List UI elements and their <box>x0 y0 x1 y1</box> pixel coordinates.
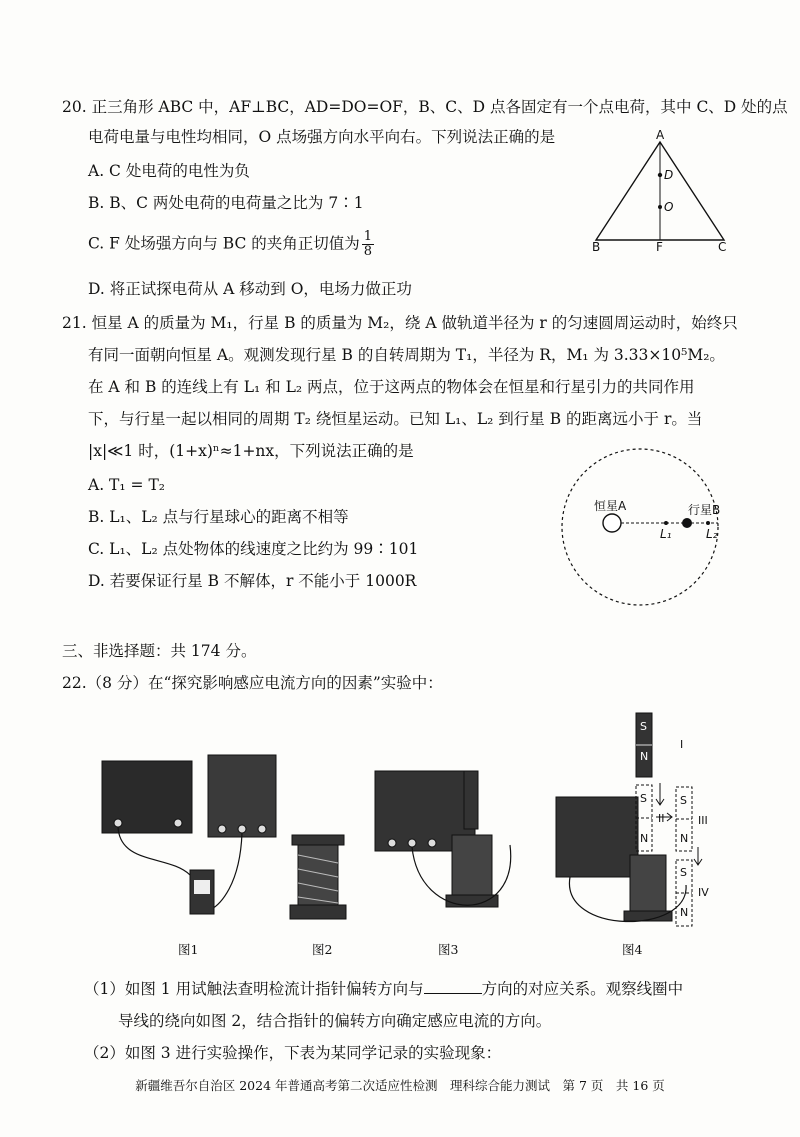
label-f: F <box>656 240 663 254</box>
label-roman-iv: IV <box>698 886 709 899</box>
q22-part1-line2: 导线的绕向如图 2，结合指针的偏转方向确定感应电流的方向。 <box>118 1012 552 1030</box>
label-star-a: 恒星A <box>594 499 627 513</box>
fig3-coil <box>452 835 492 895</box>
magnet-ii-s: S <box>640 792 647 805</box>
fig4-coil <box>630 855 666 911</box>
q21-line-1: 21. 恒星 A 的质量为 M₁，行星 B 的质量为 M₂，绕 A 做轨道半径为 r 的匀速圆周运动时，始终只 <box>62 314 738 332</box>
experiment-figures <box>90 705 730 940</box>
magnet-iv-n: N <box>680 906 689 919</box>
q21-option-a: A. T₁ = T₂ <box>88 476 165 494</box>
q21-option-c: C. L₁、L₂ 点处物体的线速度之比约为 99∶101 <box>88 540 419 558</box>
charge-d <box>658 173 662 177</box>
q20-option-c-text: C. F 处场强方向与 BC 的夹角正切值为 <box>88 234 360 253</box>
q20-option-a: A. C 处电荷的电性为负 <box>88 162 250 180</box>
label-roman-ii: II <box>658 812 665 825</box>
fig3-terminal-2 <box>408 839 416 847</box>
q21-option-d: D. 若要保证行星 B 不解体，r 不能小于 1000R <box>88 572 417 590</box>
fig1-meter-terminal-1 <box>218 825 226 833</box>
triangle-figure <box>580 128 760 258</box>
fig1-battery-label <box>194 880 210 894</box>
fig1-wire-2 <box>210 833 242 910</box>
arrow-down-2 <box>694 847 702 865</box>
fig4-meter <box>556 797 638 877</box>
q20-option-c-fraction <box>362 230 374 259</box>
section-3-heading: 三、非选择题：共 174 分。 <box>62 642 257 660</box>
magnet-iii-s: S <box>680 794 687 807</box>
label-c: C <box>718 240 727 254</box>
caption-fig4: 图4 <box>622 942 643 957</box>
fig2-coil-body <box>298 845 338 905</box>
fraction-denominator: 8 <box>363 244 373 259</box>
caption-fig2: 图2 <box>312 942 333 957</box>
q21-line-5: |x|≪1 时，(1+x)ⁿ≈1+nx，下列说法正确的是 <box>88 442 414 460</box>
q20-option-d: D. 将正试探电荷从 A 移动到 O，电场力做正功 <box>88 280 412 298</box>
q22-part1-text-b: 方向的对应关系。观察线圈中 <box>481 980 684 998</box>
fig3-terminal-1 <box>388 839 396 847</box>
label-d: D <box>664 168 674 182</box>
fig1-meter-terminal-3 <box>258 825 266 833</box>
point-l2 <box>706 521 710 525</box>
magnet-i-n: N <box>640 750 649 763</box>
q22-part1-line1 <box>84 978 683 1000</box>
label-o: O <box>664 200 674 214</box>
label-a: A <box>656 128 665 142</box>
magnet-ii-n: N <box>640 832 649 845</box>
arrow-down-1 <box>656 783 664 805</box>
star-a <box>603 514 621 532</box>
caption-fig1: 图1 <box>178 942 199 957</box>
fig1-terminal-right <box>174 819 182 827</box>
fig2-coil-top <box>292 835 344 845</box>
fig3-magnet <box>464 771 478 829</box>
fig1-terminal-left <box>114 819 122 827</box>
label-l1: L₁ <box>660 527 672 541</box>
q20-option-c <box>88 230 374 259</box>
label-roman-iii: III <box>698 814 708 827</box>
page-footer: 新疆维吾尔自治区 2024 年普通高考第二次适应性检测 理科综合能力测试 第 7 页 共 16 页 <box>135 1078 665 1093</box>
q21-option-b: B. L₁、L₂ 点与行星球心的距离不相等 <box>88 508 349 526</box>
magnet-iii-n: N <box>680 832 689 845</box>
q20-line-2: 电荷电量与电性均相同，O 点场强方向水平向右。下列说法正确的是 <box>88 128 556 146</box>
fig2-coil-base <box>290 905 346 919</box>
q20-option-b: B. B、C 两处电荷的电荷量之比为 7∶1 <box>88 194 364 212</box>
fraction-numerator: 1 <box>363 229 373 244</box>
fig3-terminal-3 <box>428 839 436 847</box>
planet-b <box>682 518 692 528</box>
magnet-i-s: S <box>640 720 647 733</box>
magnet-iv-s: S <box>680 866 687 879</box>
q22-part1-text-a: （1）如图 1 用试触法查明检流计指针偏转方向与 <box>84 980 424 998</box>
point-o <box>658 205 662 209</box>
q22-part2: （2）如图 3 进行实验操作，下表为某同学记录的实验现象： <box>84 1044 502 1062</box>
label-roman-i: I <box>680 738 684 751</box>
q20-line-1: 20. 正三角形 ABC 中，AF⊥BC，AD=DO=OF，B、C、D 点各固定有一个点电荷，其中 C、D 处的点 <box>62 98 788 116</box>
q22-title: 22.（8 分）在“探究影响感应电流方向的因素”实验中： <box>62 674 443 692</box>
label-l2: L₂ <box>706 527 718 541</box>
answer-blank <box>424 979 482 994</box>
q21-line-4: 下，与行星一起以相同的周期 T₂ 绕恒星运动。已知 L₁、L₂ 到行星 B 的距离远小于 r。当 <box>88 410 703 428</box>
point-l1 <box>664 521 668 525</box>
label-b: B <box>592 240 601 254</box>
label-planet-b: 行星B <box>688 503 721 517</box>
orbit-circle <box>562 449 721 605</box>
q21-line-3: 在 A 和 B 的连线上有 L₁ 和 L₂ 两点，位于这两点的物体会在恒星和行星引力的共同作用 <box>88 378 695 396</box>
q21-line-2: 有同一面朝向恒星 A。观测发现行星 B 的自转周期为 T₁，半径为 R，M₁ 为 3.33×10⁵M₂。 <box>88 346 725 364</box>
caption-fig3: 图3 <box>438 942 459 957</box>
fig1-wire-1 <box>118 827 190 875</box>
fig1-meter-terminal-2 <box>238 825 246 833</box>
